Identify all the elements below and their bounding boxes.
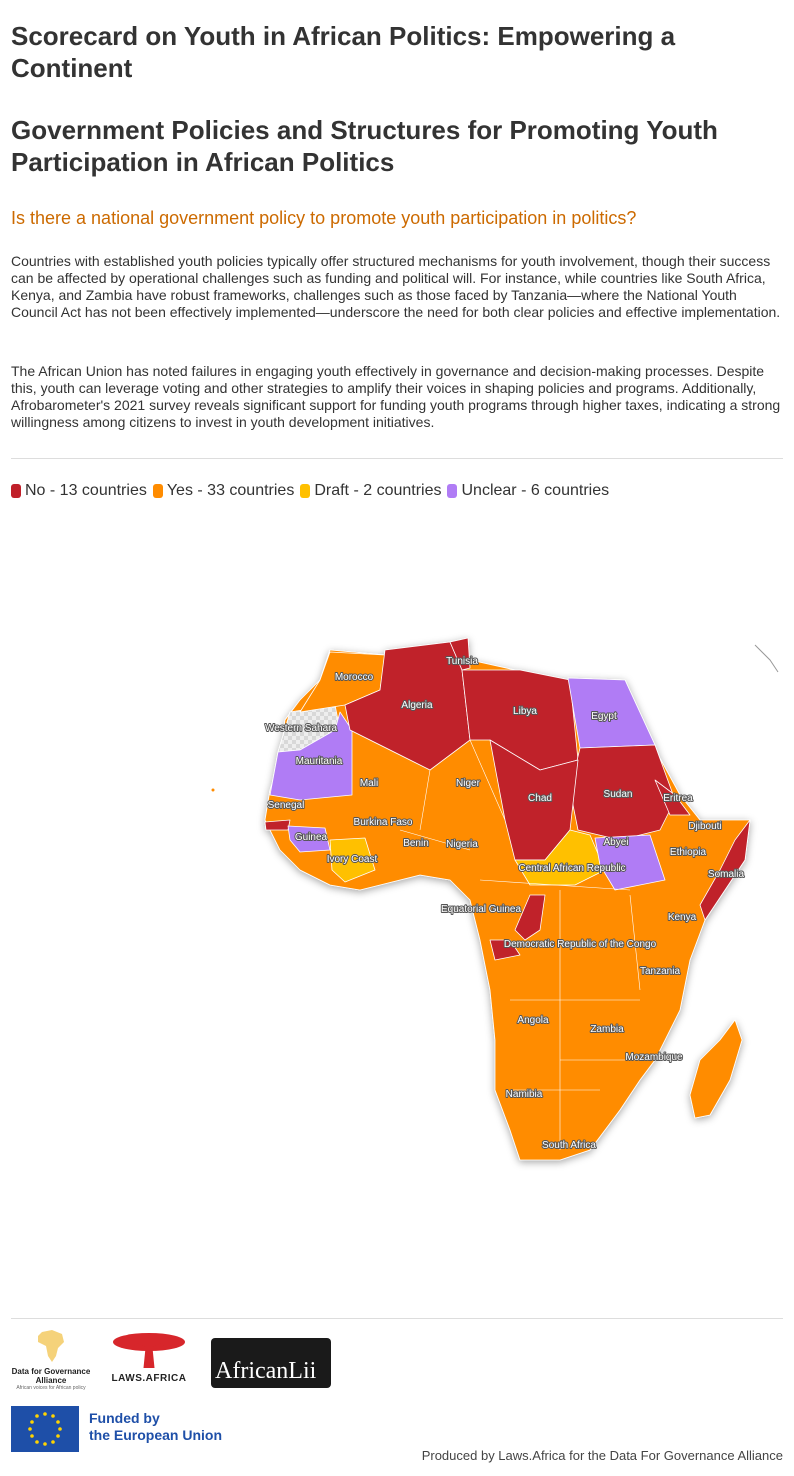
legend-item-draft[interactable] xyxy=(300,482,441,500)
map-label-zambia: Zambia xyxy=(590,1024,624,1035)
map-label-morocco: Morocco xyxy=(334,672,374,683)
legend-swatch-no xyxy=(11,484,21,498)
eu-line-1: Funded by xyxy=(89,1410,160,1426)
dga-tagline: African voices for African policy xyxy=(16,1385,86,1391)
legend-label-yes: Yes - 33 countries xyxy=(166,482,295,499)
page-title: Scorecard on Youth in African Politics: Empowering a Continent xyxy=(11,21,676,83)
map-label-central-african-republic: Central African Republic xyxy=(518,863,626,874)
legend-swatch-unclear xyxy=(447,484,457,498)
map-label-somalia: Somalia xyxy=(707,869,745,880)
map-label-chad: Chad xyxy=(528,793,552,804)
map-label-abyei: Abyei xyxy=(603,837,629,848)
map-label-benin: Benin xyxy=(403,838,429,849)
legend-swatch-yes xyxy=(153,484,163,498)
map-label-guinea: Guinea xyxy=(294,832,328,843)
africa-outline-icon xyxy=(36,1330,66,1362)
map-label-mali: Mali xyxy=(359,778,379,789)
map-label-kenya: Kenya xyxy=(667,912,697,923)
map-label-angola: Angola xyxy=(517,1015,549,1026)
eu-line-2: the European Union xyxy=(89,1427,222,1443)
map-label-democratic-republic-of-the-congo: Democratic Republic of the Congo xyxy=(503,939,657,950)
map-label-egypt: Egypt xyxy=(591,711,617,722)
map-label-tunisia: Tunisia xyxy=(446,656,478,667)
madagascar xyxy=(690,1020,742,1118)
africanlii-logo[interactable] xyxy=(211,1338,331,1388)
map-label-mozambique: Mozambique xyxy=(625,1052,683,1063)
map-label-algeria: Algeria xyxy=(401,700,433,711)
map-label-sudan: Sudan xyxy=(603,789,633,800)
eu-flag-icon xyxy=(11,1406,79,1452)
legend-label-unclear: Unclear - 6 countries xyxy=(461,482,610,499)
map-label-niger: Niger xyxy=(456,778,480,789)
dga-logo[interactable] xyxy=(11,1330,91,1390)
map-label-tanzania: Tanzania xyxy=(639,966,681,977)
map-label-namibia: Namibia xyxy=(505,1089,543,1100)
africa-choropleth-map[interactable] xyxy=(11,520,783,1310)
eu-funding-logo[interactable] xyxy=(11,1406,271,1454)
lawsafrica-name: LAWS.AFRICA xyxy=(111,1373,187,1384)
map-label-libya: Libya xyxy=(513,706,537,717)
africanlii-name: AfricanLii xyxy=(215,1358,317,1384)
guinea-bissau xyxy=(265,820,290,830)
map-label-south-africa: South Africa xyxy=(542,1140,596,1151)
acacia-tree-icon xyxy=(111,1330,187,1368)
map-label-eritrea: Eritrea xyxy=(663,793,693,804)
map-label-mauritania: Mauritania xyxy=(295,756,343,767)
seychelles-islands xyxy=(755,645,778,672)
legend-swatch-draft xyxy=(300,484,310,498)
map-label-western-sahara: Western Sahara xyxy=(264,723,338,734)
footer-credit: Produced by Laws.Africa for the Data For Governance Alliance xyxy=(421,1448,783,1463)
section-title: Government Policies and Structures for Promoting Youth Participation in African Politics xyxy=(11,115,718,177)
map-label-burkina-faso: Burkina Faso xyxy=(353,817,413,828)
logos-divider xyxy=(11,1318,783,1319)
map-label-senegal: Senegal xyxy=(267,800,305,811)
divider xyxy=(11,458,783,459)
intro-paragraph-2: The African Union has noted failures in engaging youth effectively in governance and decision-making processes. Despite this, youth can leverage voting and other strategies to amplify their voices in shaping policies and programs. Additionally, Afrobarometer's 2021 survey reveals significant support for funding youth programs through higher taxes, indicating a strong willingness among citizens to invest in youth development initiatives. xyxy=(11,363,781,430)
legend-label-no: No - 13 countries xyxy=(25,482,147,499)
map-label-equatorial-guinea: Equatorial Guinea xyxy=(440,904,522,915)
cape-verde-dot xyxy=(212,789,215,792)
dga-name: Data for Governance Alliance xyxy=(11,1367,91,1385)
question-heading: Is there a national government policy to promote youth participation in politics? xyxy=(11,208,637,228)
legend-label-draft: Draft - 2 countries xyxy=(314,482,442,499)
map-label-ethiopia: Ethiopia xyxy=(669,847,707,858)
legend-item-unclear[interactable] xyxy=(447,482,609,500)
map-label-djibouti: Djibouti xyxy=(688,821,722,832)
intro-paragraph-1: Countries with established youth policies typically offer structured mechanisms for youth involvement, though their success can be affected by operational challenges such as funding and political will. For instance, while countries like South Africa, Kenya, and Zambia have robust frameworks, challenges such as those faced by Tanzania—where the National Youth Council Act has not been effectively implemented—underscore the need for both clear policies and effective implementation. xyxy=(11,253,781,320)
legend-item-yes[interactable] xyxy=(153,482,294,500)
lawsafrica-logo[interactable] xyxy=(109,1330,189,1390)
map-label-nigeria: Nigeria xyxy=(446,839,478,850)
legend-item-no[interactable] xyxy=(11,482,147,500)
eu-funding-text xyxy=(89,1410,222,1444)
map-legend xyxy=(11,482,609,500)
map-label-ivory-coast: Ivory Coast xyxy=(326,854,378,865)
